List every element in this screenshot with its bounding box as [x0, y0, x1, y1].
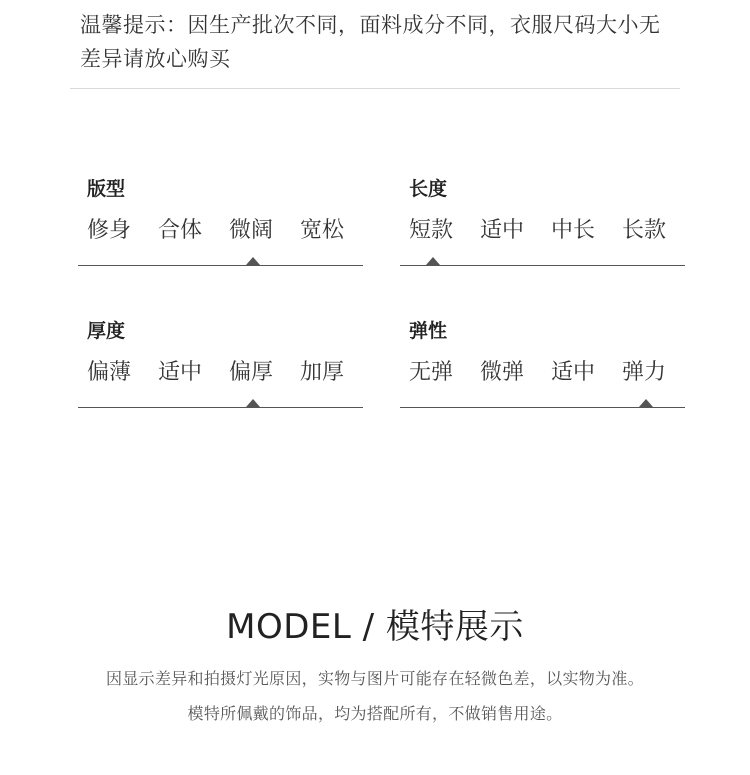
attr-option-elasticity-2: 微弹: [480, 360, 525, 385]
attr-scale-line-fit: [78, 265, 363, 266]
notice-divider: [70, 88, 680, 89]
attr-options-thickness: [87, 357, 363, 389]
model-section-title: MODEL / 模特展示: [226, 607, 524, 647]
attr-option-elasticity-3: 适中: [551, 360, 596, 385]
attr-option-elasticity-1: 无弹: [409, 360, 454, 385]
attr-options-fit: [87, 215, 363, 247]
attr-scale-line-length: [400, 265, 685, 266]
attr-option-fit-2: 合体: [158, 218, 203, 243]
attr-title-thickness: 厚度: [87, 320, 126, 342]
attr-block-length: [400, 177, 685, 267]
attr-selected-marker-fit: [246, 257, 260, 265]
attr-scale-line-thickness: [78, 407, 363, 408]
attr-option-thickness-4: 加厚: [300, 360, 345, 385]
model-disclaimer-line-2: 模特所佩戴的饰品，均为搭配所有，不做销售用途。: [187, 704, 563, 723]
size-notice: 温馨提示：因生产批次不同，面料成分不同，衣服尺码大小无差异请放心购买: [80, 13, 661, 71]
attr-options-elasticity: [409, 357, 685, 389]
attr-option-thickness-3: 偏厚: [229, 360, 274, 385]
attr-option-length-1: 短款: [409, 218, 454, 243]
attr-block-fit: [78, 177, 363, 267]
attr-selected-marker-elasticity: [639, 399, 653, 407]
attr-option-length-4: 长款: [622, 218, 667, 243]
attr-block-elasticity: [400, 319, 685, 409]
attr-option-thickness-1: 偏薄: [87, 360, 132, 385]
attr-title-elasticity: 弹性: [409, 320, 448, 342]
attr-block-thickness: [78, 319, 363, 409]
attr-selected-marker-length: [426, 257, 440, 265]
attr-option-thickness-2: 适中: [158, 360, 203, 385]
attr-option-fit-4: 宽松: [300, 218, 345, 243]
attr-title-fit: 版型: [87, 178, 126, 200]
attr-options-length: [409, 215, 685, 247]
attr-scale-line-elasticity: [400, 407, 685, 408]
attr-option-fit-1: 修身: [87, 218, 132, 243]
attr-title-length: 长度: [409, 178, 448, 200]
attr-selected-marker-thickness: [246, 399, 260, 407]
attr-option-length-3: 中长: [551, 218, 596, 243]
attr-option-elasticity-4: 弹力: [622, 360, 667, 385]
model-disclaimer-line-1: 因显示差异和拍摄灯光原因，实物与图片可能存在轻微色差，以实物为准。: [106, 669, 644, 688]
attr-option-fit-3: 微阔: [229, 218, 274, 243]
attr-option-length-2: 适中: [480, 218, 525, 243]
